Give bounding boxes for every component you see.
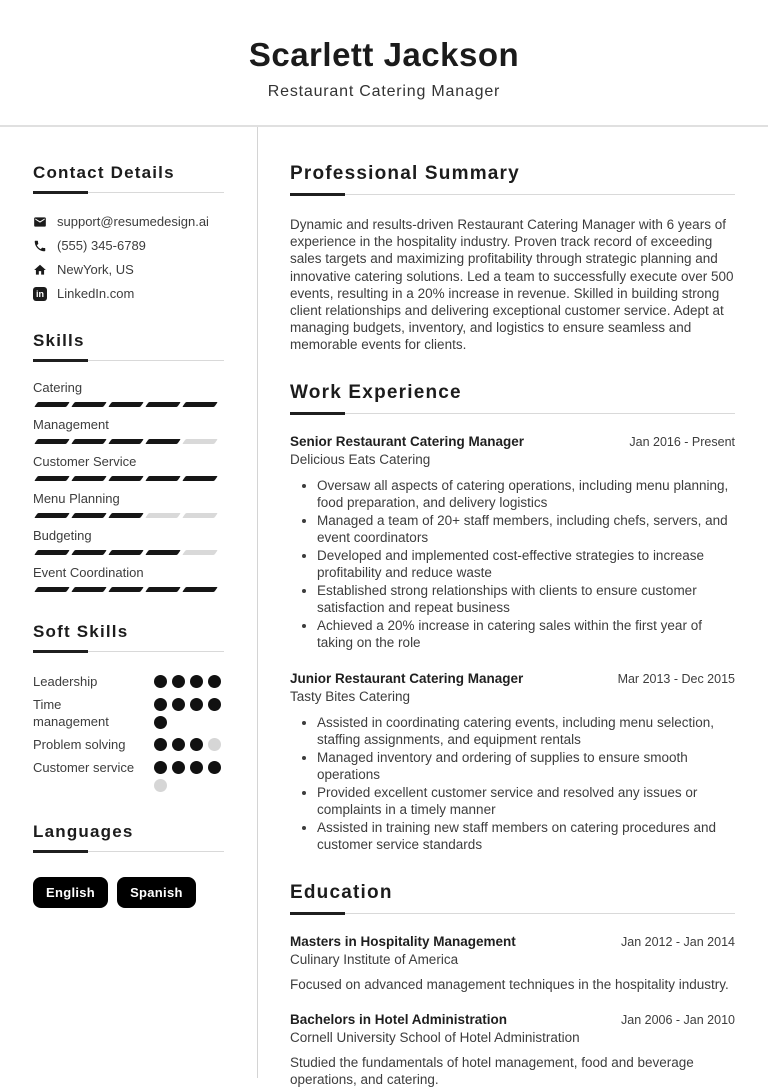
- skill-item: [33, 454, 224, 481]
- skill-bar: [33, 513, 224, 518]
- rating-dot-filled: [154, 716, 167, 729]
- skills-list: [33, 380, 224, 592]
- soft-skills-list: [33, 673, 224, 792]
- skill-bar-segment-filled: [108, 476, 144, 481]
- rating-dot-empty: [208, 738, 221, 751]
- linkedin-icon: in: [33, 287, 47, 301]
- summary-text: Dynamic and results-driven Restaurant Catering Manager with 6 years of experience in the hospitality industry. Proven track record of exceeding sales targets and maximizing profitability through strategic planning and innovative catering solutions. Led a team to successfully execute over 500 events, resulting in a 20% increase in revenue. Skilled in building strong client relationships and delivering exceptional customer service. Adept at managing budgets, inventory, and logistics to ensure seamless and memorable events for clients.: [290, 217, 734, 353]
- job-bullet: • Developed and implemented cost-effective strategies to increase profitability and reduce waste: [317, 547, 735, 582]
- right-column: [258, 127, 768, 1088]
- education-list: [290, 934, 735, 1088]
- skills-section: [33, 331, 224, 592]
- soft-skill-label: Problem solving: [33, 737, 126, 752]
- job-bullet: • Provided excellent customer service and resolved any issues or complaints in a timely manner: [317, 784, 735, 819]
- skill-bar-segment-filled: [182, 402, 218, 407]
- rating-dot-empty: [154, 779, 167, 792]
- skill-bar-segment-filled: [108, 587, 144, 592]
- skill-bar-segment-filled: [71, 402, 107, 407]
- skill-item: [33, 417, 224, 444]
- skill-bar-segment-filled: [71, 476, 107, 481]
- experience-section-title: Work Experience: [290, 381, 462, 403]
- skill-bar-segment-filled: [145, 550, 181, 555]
- skill-bar-segment-filled: [71, 587, 107, 592]
- soft-skill-dots: [154, 673, 224, 690]
- job-bullets: [290, 714, 735, 854]
- soft-skill-dots: [154, 759, 224, 792]
- skill-bar: [33, 402, 224, 407]
- skill-bar-segment-filled: [34, 439, 70, 444]
- soft-skill-item: [33, 736, 224, 753]
- skill-label: Event Coordination: [33, 565, 144, 580]
- job-dates: Jan 2016 - Present: [629, 434, 735, 449]
- job-company: Delicious Eats Catering: [290, 451, 431, 467]
- section-rule: [290, 193, 735, 196]
- email-icon: [33, 215, 47, 229]
- soft-skill-item: [33, 759, 224, 792]
- languages-list: [33, 877, 224, 908]
- contact-section-title: Contact Details: [33, 163, 175, 182]
- jobs-list: [290, 434, 735, 854]
- skill-bar-segment-filled: [108, 550, 144, 555]
- skill-bar: [33, 550, 224, 555]
- skill-bar-segment-filled: [182, 587, 218, 592]
- job-dates: Mar 2013 - Dec 2015: [617, 671, 735, 686]
- soft-skill-dots: [154, 696, 224, 730]
- soft-skills-section: [33, 622, 224, 792]
- education-school: Cornell University School of Hotel Administration: [290, 1029, 580, 1045]
- contact-email-text: support@resumedesign.ai: [57, 214, 209, 229]
- rating-dot-filled: [172, 761, 185, 774]
- job-bullet: • Established strong relationships with clients to ensure customer satisfaction and repeat business: [317, 582, 735, 617]
- soft-skill-dots: [154, 736, 224, 753]
- skill-bar-segment-filled: [108, 439, 144, 444]
- skill-label: Budgeting: [33, 528, 92, 543]
- skill-bar-segment-filled: [34, 402, 70, 407]
- skill-bar-segment-filled: [34, 476, 70, 481]
- phone-icon: [33, 239, 47, 253]
- skill-label: Menu Planning: [33, 491, 120, 506]
- job-entry: [290, 434, 735, 652]
- section-rule: [33, 650, 224, 653]
- contact-phone-text: (555) 345-6789: [57, 238, 146, 253]
- soft-skill-item: [33, 696, 224, 730]
- job-bullet: • Assisted in coordinating catering events, including menu selection, staffing assignments, and equipment rentals: [317, 714, 735, 749]
- contact-row-location: [33, 262, 224, 277]
- skill-bar-segment-filled: [145, 402, 181, 407]
- languages-section-title: Languages: [33, 822, 134, 841]
- rating-dot-filled: [208, 761, 221, 774]
- skill-bar-segment-filled: [71, 513, 107, 518]
- skill-bar-segment-filled: [108, 402, 144, 407]
- skill-bar: [33, 439, 224, 444]
- left-column: [0, 127, 258, 1078]
- contact-row-phone: [33, 238, 224, 253]
- experience-section: [290, 382, 735, 854]
- soft-skill-item: [33, 673, 224, 690]
- languages-section: [33, 822, 224, 908]
- skill-bar-segment-empty: [145, 513, 181, 518]
- job-bullets: [290, 477, 735, 652]
- skill-item: [33, 380, 224, 407]
- rating-dot-filled: [190, 698, 203, 711]
- soft-skill-label: Leadership: [33, 674, 98, 689]
- rating-dot-filled: [172, 738, 185, 751]
- education-section-title: Education: [290, 881, 393, 903]
- skill-label: Management: [33, 417, 109, 432]
- home-icon: [33, 263, 47, 277]
- skill-label: Catering: [33, 380, 83, 395]
- rating-dot-filled: [154, 698, 167, 711]
- rating-dot-filled: [208, 675, 221, 688]
- job-role: Senior Restaurant Catering Manager: [290, 433, 525, 449]
- soft-skill-label: Customer service: [33, 760, 135, 775]
- rating-dot-filled: [154, 738, 167, 751]
- resume-header: [0, 0, 768, 127]
- soft-skills-section-title: Soft Skills: [33, 622, 129, 641]
- rating-dot-filled: [154, 761, 167, 774]
- job-entry: [290, 671, 735, 854]
- skill-item: [33, 491, 224, 518]
- skill-bar-segment-filled: [34, 513, 70, 518]
- education-degree: Bachelors in Hotel Administration: [290, 1011, 508, 1027]
- contact-location-text: NewYork, US: [57, 262, 134, 277]
- skill-bar-segment-empty: [182, 439, 218, 444]
- education-school: Culinary Institute of America: [290, 951, 459, 967]
- soft-skill-label: Time management: [33, 697, 109, 729]
- language-badge: Spanish: [117, 877, 196, 908]
- skill-bar-segment-empty: [182, 550, 218, 555]
- job-bullet: • Oversaw all aspects of catering operations, including menu planning, food preparation, and delivery logistics: [317, 477, 735, 512]
- skill-bar: [33, 587, 224, 592]
- person-name: Scarlett Jackson: [248, 36, 520, 73]
- skill-label: Customer Service: [33, 454, 137, 469]
- contact-linkedin-text: LinkedIn.com: [57, 286, 135, 301]
- job-bullet: • Managed a team of 20+ staff members, including chefs, servers, and event coordinators: [317, 512, 735, 547]
- education-description: Focused on advanced management techniques in the hospitality industry.: [290, 976, 729, 992]
- contact-row-linkedin: [33, 286, 224, 301]
- contact-section: [33, 163, 224, 301]
- skill-bar-segment-filled: [145, 476, 181, 481]
- education-section: [290, 882, 735, 1088]
- education-description: Studied the fundamentals of hotel management, food and beverage operations, and catering.: [290, 1054, 694, 1088]
- skill-item: [33, 528, 224, 555]
- section-rule: [33, 191, 224, 194]
- section-rule: [33, 850, 224, 853]
- section-rule: [290, 412, 735, 415]
- summary-section: [290, 163, 735, 354]
- rating-dot-filled: [172, 675, 185, 688]
- skill-bar-segment-filled: [182, 476, 218, 481]
- person-job-title: Restaurant Catering Manager: [267, 83, 501, 100]
- skill-bar-segment-filled: [145, 439, 181, 444]
- rating-dot-filled: [190, 738, 203, 751]
- skill-bar-segment-filled: [145, 587, 181, 592]
- skill-bar-segment-filled: [71, 439, 107, 444]
- contact-row-email: [33, 214, 224, 229]
- job-bullet: • Managed inventory and ordering of supplies to ensure smooth operations: [317, 749, 735, 784]
- education-header: [290, 1012, 735, 1027]
- job-bullet: • Assisted in training new staff members on catering procedures and customer service standards: [317, 819, 735, 854]
- job-header: [290, 671, 735, 686]
- rating-dot-filled: [172, 698, 185, 711]
- summary-section-title: Professional Summary: [290, 163, 520, 184]
- job-header: [290, 434, 735, 449]
- skill-item: [33, 565, 224, 592]
- education-header: [290, 934, 735, 949]
- job-company: Tasty Bites Catering: [290, 688, 411, 704]
- skill-bar-segment-filled: [108, 513, 144, 518]
- skill-bar: [33, 476, 224, 481]
- language-badge: English: [33, 877, 108, 908]
- rating-dot-filled: [208, 698, 221, 711]
- section-rule: [290, 912, 735, 915]
- education-entry: [290, 934, 735, 993]
- education-degree: Masters in Hospitality Management: [290, 933, 516, 949]
- skill-bar-segment-filled: [71, 550, 107, 555]
- skill-bar-segment-empty: [182, 513, 218, 518]
- skill-bar-segment-filled: [34, 550, 70, 555]
- job-bullet: • Achieved a 20% increase in catering sales within the first year of taking on the role: [317, 617, 735, 652]
- contact-list: [33, 214, 224, 301]
- skills-section-title: Skills: [33, 331, 85, 350]
- education-dates: Jan 2012 - Jan 2014: [621, 934, 735, 949]
- rating-dot-filled: [190, 761, 203, 774]
- section-rule: [33, 359, 224, 362]
- skill-bar-segment-filled: [34, 587, 70, 592]
- rating-dot-filled: [190, 675, 203, 688]
- rating-dot-filled: [154, 675, 167, 688]
- resume-columns: [0, 127, 768, 1088]
- education-dates: Jan 2006 - Jan 2010: [621, 1012, 735, 1027]
- education-entry: [290, 1012, 735, 1088]
- job-role: Junior Restaurant Catering Manager: [290, 670, 524, 686]
